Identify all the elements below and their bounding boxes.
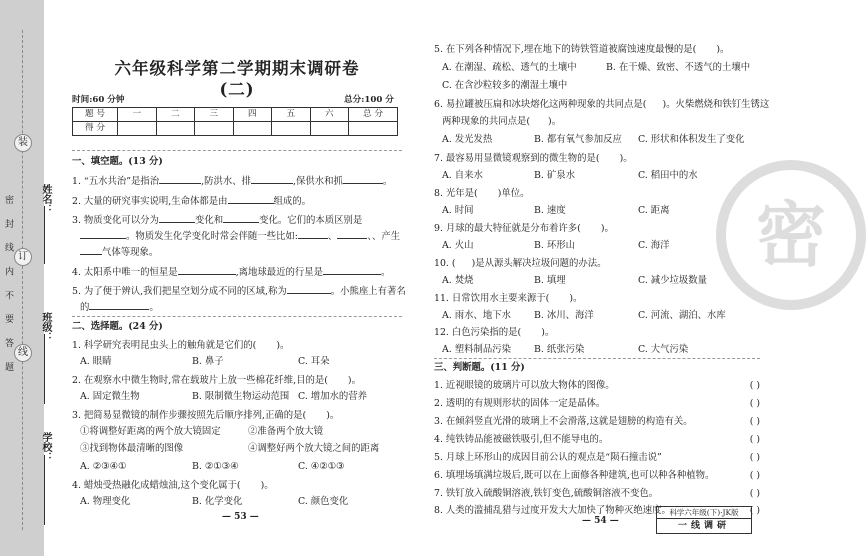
q-text: )。 xyxy=(276,340,290,351)
section-divider xyxy=(72,316,402,317)
fill-question-3-line2 xyxy=(72,231,400,243)
seal-mark-2: 订 xyxy=(14,248,32,266)
judge-item-2 xyxy=(434,398,760,410)
judge-item-6 xyxy=(434,470,760,482)
answer-blank[interactable] xyxy=(159,183,201,184)
confidential-stamp: 密 xyxy=(716,160,866,310)
q-text: )单位。 xyxy=(497,188,530,199)
option[interactable]: B. 填埋 xyxy=(534,275,566,286)
score-header-cell: 一 xyxy=(118,108,157,122)
q-text: 。 xyxy=(149,302,159,313)
q-text: )。 xyxy=(569,293,583,304)
score-cell[interactable] xyxy=(349,122,398,136)
choice-question-1 xyxy=(72,340,402,352)
option[interactable]: B. 都有氧气参加反应 xyxy=(534,134,622,145)
answer-bracket[interactable]: ( ) xyxy=(749,380,760,391)
option[interactable]: C. 颜色变化 xyxy=(298,496,349,507)
q-text: 4. 太阳系中唯一的恒星是 xyxy=(72,267,178,278)
q-text: 。物质发生化学变化时常会伴随一些比如: xyxy=(126,231,298,242)
choice-question-4 xyxy=(72,480,274,492)
q-text: )。 xyxy=(716,44,730,55)
q-text: 12. 白色污染指的是( xyxy=(434,327,522,338)
fill-question-5 xyxy=(72,286,406,298)
q-text: 变化和 xyxy=(194,215,224,226)
option[interactable]: A. 在潮湿、疏松、透气的土壤中 xyxy=(442,62,577,73)
option[interactable]: A. 物理变化 xyxy=(80,496,131,507)
score-table-score-row xyxy=(73,122,398,136)
section-divider xyxy=(434,358,760,359)
step-item: ②准备两个放大镜 xyxy=(248,426,324,437)
school-label: 学校： xyxy=(40,432,51,462)
q-text: 、 xyxy=(367,231,372,242)
q-text: 8. 光年是( xyxy=(434,188,478,199)
fill-question-3-line3 xyxy=(72,247,158,259)
publisher-footer xyxy=(656,506,752,534)
option[interactable]: A. 时间 xyxy=(442,205,474,216)
score-cell[interactable] xyxy=(118,122,157,136)
seal-mark-1: 装 xyxy=(14,134,32,152)
option[interactable]: A. ②③④① xyxy=(80,461,127,472)
fill-question-4 xyxy=(72,267,390,279)
option[interactable]: C. 增加水的营养 xyxy=(298,391,368,402)
q-text: 。 xyxy=(381,267,391,278)
answer-bracket[interactable]: ( ) xyxy=(749,398,760,409)
school-field[interactable] xyxy=(44,455,45,525)
section-heading-judge: 三、判断题。(11 分) xyxy=(434,362,525,373)
class-field[interactable] xyxy=(44,334,45,404)
step-item: ④调整好两个放大镜之间的距离 xyxy=(248,443,380,454)
answer-blank[interactable] xyxy=(337,238,367,239)
q-text: 2. 透明的有规则形状的固体一定是晶体。 xyxy=(434,398,606,409)
q-text: 7. 铁钉放入硫酸铜溶液,铁钉变色,硫酸铜溶液不变色。 xyxy=(434,488,659,499)
score-header-cell: 题 号 xyxy=(73,108,118,122)
option[interactable]: A. 火山 xyxy=(442,240,474,251)
q-text: 10. ( xyxy=(434,258,456,269)
option[interactable]: C. 形状和体积发生了变化 xyxy=(638,134,745,145)
option[interactable]: A. 焚烧 xyxy=(442,275,474,286)
section-heading-fill: 一、填空题。(13 分) xyxy=(72,156,163,167)
option[interactable]: A. 眼睛 xyxy=(80,356,112,367)
choice-question-7 xyxy=(434,153,633,165)
step-item: ③找到物体最清晰的图像 xyxy=(80,443,184,454)
choice-question-10 xyxy=(434,258,606,270)
q-text: )。 xyxy=(619,153,633,164)
option[interactable]: B. 化学变化 xyxy=(192,496,243,507)
section-heading-choice: 二、选择题。(24 分) xyxy=(72,321,163,332)
option[interactable]: B. 鼻子 xyxy=(192,356,224,367)
q-text: )。火柴燃烧和铁钉生锈这 xyxy=(662,99,770,110)
answer-bracket[interactable]: ( ) xyxy=(749,452,760,463)
answer-blank[interactable] xyxy=(89,309,149,310)
page-title: 六年级科学第二学期期末调研卷(二) xyxy=(114,59,360,100)
footer-brand: 一线调研 xyxy=(677,521,730,531)
score-table-header-row xyxy=(73,108,398,122)
option[interactable]: B. ②①③④ xyxy=(192,461,239,472)
q-text: 组成的。 xyxy=(273,196,312,207)
score-cell[interactable] xyxy=(272,122,311,136)
answer-blank[interactable] xyxy=(80,238,126,239)
q-text: )。 xyxy=(347,375,361,386)
judge-item-4 xyxy=(434,434,760,446)
score-header-cell: 五 xyxy=(272,108,311,122)
q-text: 5. 在下列各种情况下,埋在地下的铸铁管道被腐蚀速度最慢的是( xyxy=(434,44,697,55)
q-text: 7. 最容易用显微镜观察到的微生物的是( xyxy=(434,153,600,164)
score-header-cell: 总 分 xyxy=(349,108,398,122)
class-label: 班级： xyxy=(40,312,51,342)
answer-bracket[interactable]: ( ) xyxy=(749,416,760,427)
option[interactable]: A. 固定微生物 xyxy=(80,391,140,402)
option[interactable]: A. 雨水、地下水 xyxy=(442,310,511,321)
q-text: )。 xyxy=(260,480,274,491)
score-cell[interactable] xyxy=(195,122,234,136)
fill-question-3 xyxy=(72,215,362,227)
answer-blank[interactable] xyxy=(228,203,274,204)
q-text: )。 xyxy=(541,327,555,338)
judge-item-5 xyxy=(434,452,760,464)
score-cell[interactable] xyxy=(310,122,349,136)
step-item: ①将调整好距离的两个放大镜固定 xyxy=(80,426,221,437)
score-cell[interactable] xyxy=(156,122,195,136)
q-text: 。小熊座上有著名 xyxy=(330,286,406,297)
q-text: 两种现象的共同点是( xyxy=(442,116,531,127)
score-table xyxy=(72,107,398,136)
score-row-label: 得 分 xyxy=(73,122,118,136)
q-text: 1. “五水共治”是指治 xyxy=(72,176,160,187)
q-text: 4. 蜡烛受热融化成蜡烛油,这个变化属于( xyxy=(72,480,241,491)
choice-question-6 xyxy=(434,99,769,111)
q-text: ,保供水和抓 xyxy=(293,176,343,187)
choice-question-12 xyxy=(434,327,554,339)
q-text: ,离地球最近的行星是 xyxy=(235,267,324,278)
page-number: — 54 — xyxy=(582,516,619,526)
answer-blank[interactable] xyxy=(343,183,383,184)
answer-blank[interactable] xyxy=(223,222,259,223)
score-header-cell: 四 xyxy=(233,108,272,122)
option[interactable]: A. 发光发热 xyxy=(442,134,493,145)
option[interactable]: C. ④②①③ xyxy=(298,461,345,472)
answer-blank[interactable] xyxy=(251,183,293,184)
option[interactable]: C. 在含沙粒较多的潮湿土壤中 xyxy=(442,80,568,91)
choice-question-5 xyxy=(434,44,729,56)
answer-blank[interactable] xyxy=(287,293,331,294)
fill-question-5-line2 xyxy=(72,302,159,314)
q-text: )。 xyxy=(326,410,340,421)
q-text: 。 xyxy=(382,176,393,187)
fill-question-2 xyxy=(72,196,311,208)
answer-bracket[interactable]: ( ) xyxy=(749,470,760,481)
choice-question-6-line2 xyxy=(442,116,561,128)
q-text: 、产生 xyxy=(372,231,401,242)
option[interactable]: C. 耳朵 xyxy=(298,356,330,367)
answer-blank[interactable] xyxy=(159,222,195,223)
choice-question-8 xyxy=(434,188,530,200)
q-text: 3. 物质变化可以分为 xyxy=(72,215,159,226)
fill-question-1 xyxy=(72,176,392,188)
choice-question-11 xyxy=(434,293,582,305)
name-label: 姓名： xyxy=(40,184,51,214)
option[interactable]: C. 大气污染 xyxy=(638,344,689,355)
score-cell[interactable] xyxy=(233,122,272,136)
q-text: 变化。它们的本质区别是 xyxy=(259,215,363,226)
option[interactable]: B. 冰川、海洋 xyxy=(534,310,594,321)
q-text: 6. 易拉罐被压扁和冰块熔化这两种现象的共同点是( xyxy=(434,99,647,110)
answer-bracket[interactable]: ( ) xyxy=(749,434,760,445)
page-number: — 53 — xyxy=(222,512,259,522)
section-divider xyxy=(72,150,402,151)
q-text: 3. 把简易显微镜的制作步骤按照先后顺序排列,正确的是( xyxy=(72,410,307,421)
option[interactable]: A. 自来水 xyxy=(442,170,483,181)
answer-blank[interactable] xyxy=(298,238,328,239)
q-text: 2. 大量的研究事实说明,生命体都是由 xyxy=(72,196,228,207)
seal-dashed-line xyxy=(22,30,23,530)
judge-item-3 xyxy=(434,416,760,428)
choice-question-3 xyxy=(72,410,339,422)
answer-blank[interactable] xyxy=(323,274,381,275)
q-text: 气体等现象。 xyxy=(102,247,159,258)
name-field[interactable] xyxy=(44,206,45,264)
answer-blank[interactable] xyxy=(178,274,236,275)
q-text: 6. 填埋场填满垃圾后,既可以在上面修各种建筑,也可以种各种植物。 xyxy=(434,470,715,481)
answer-bracket[interactable]: ( ) xyxy=(749,505,760,516)
left-page xyxy=(72,0,406,556)
q-text: )。 xyxy=(548,116,562,127)
q-text: 的 xyxy=(80,302,90,313)
option[interactable]: B. 矿泉水 xyxy=(534,170,575,181)
q-text: ,防洪水、排 xyxy=(201,176,251,187)
answer-bracket[interactable]: ( ) xyxy=(749,488,760,499)
score-header-cell: 二 xyxy=(156,108,195,122)
q-text: )是从源头解决垃圾问题的办法。 xyxy=(471,258,607,269)
judge-item-1 xyxy=(434,380,760,392)
q-text: 2. 在观察水中微生物时,常在载玻片上放一些棉花纤维,目的是( xyxy=(72,375,328,386)
q-text: 1. 科学研究表明昆虫头上的触角就是它们的( xyxy=(72,340,257,351)
score-header-cell: 三 xyxy=(195,108,234,122)
option[interactable]: B. 环形山 xyxy=(534,240,575,251)
q-text: 4. 纯铁铸品能被磁铁吸引,但不能导电的。 xyxy=(434,434,609,445)
q-text: 9. 月球的最大特征就是分布着许多( xyxy=(434,223,581,234)
option[interactable]: B. 在干燥、致密、不透气的土壤中 xyxy=(606,62,751,73)
seal-mark-3: 线 xyxy=(14,344,32,362)
option[interactable]: C. 距离 xyxy=(638,205,670,216)
option[interactable]: C. 减少垃圾数量 xyxy=(638,275,708,286)
score-header-cell: 六 xyxy=(310,108,349,122)
q-text: 8. 人类的滥捕乱猎与过度开发大大加快了物种灭绝速度。 xyxy=(434,505,671,516)
right-page xyxy=(434,0,770,556)
option[interactable]: A. 塑料制品污染 xyxy=(442,344,511,355)
q-text: 5. 为了便于辨认,我们把星空划分成不同的区域,称为 xyxy=(72,286,287,297)
option[interactable]: B. 限制微生物运动范围 xyxy=(192,391,290,402)
option[interactable]: B. 纸张污染 xyxy=(534,344,585,355)
option[interactable]: C. 河流、湖泊、水库 xyxy=(638,310,726,321)
exam-total: 总分:100 分 xyxy=(344,95,394,105)
choice-question-2 xyxy=(72,375,361,387)
q-text: 3. 在倾斜竖直光滑的玻璃上不会滑落,这就是翅膀的构造有关。 xyxy=(434,416,693,427)
q-text: 、 xyxy=(327,231,338,242)
q-text: 5. 月球上环形山的成因目前公认的观点是“陨石撞击说” xyxy=(434,452,662,463)
answer-blank[interactable] xyxy=(80,254,102,255)
judge-item-7 xyxy=(434,488,760,500)
option[interactable]: C. 海洋 xyxy=(638,240,670,251)
option[interactable]: C. 稻田中的水 xyxy=(638,170,698,181)
seal-notice: 密 封 线 内 不 要 答 题 xyxy=(3,195,13,378)
choice-question-9 xyxy=(434,223,614,235)
q-text: 11. 日常饮用水主要来源于( xyxy=(434,293,550,304)
option[interactable]: B. 速度 xyxy=(534,205,566,216)
q-text: )。 xyxy=(600,223,614,234)
footer-subject: 科学六年级(下)·JK版 xyxy=(657,507,751,519)
q-text: 1. 近视眼镜的玻璃片可以放大物体的图像。 xyxy=(434,380,615,391)
exam-time: 时间:60 分钟 xyxy=(72,95,125,105)
